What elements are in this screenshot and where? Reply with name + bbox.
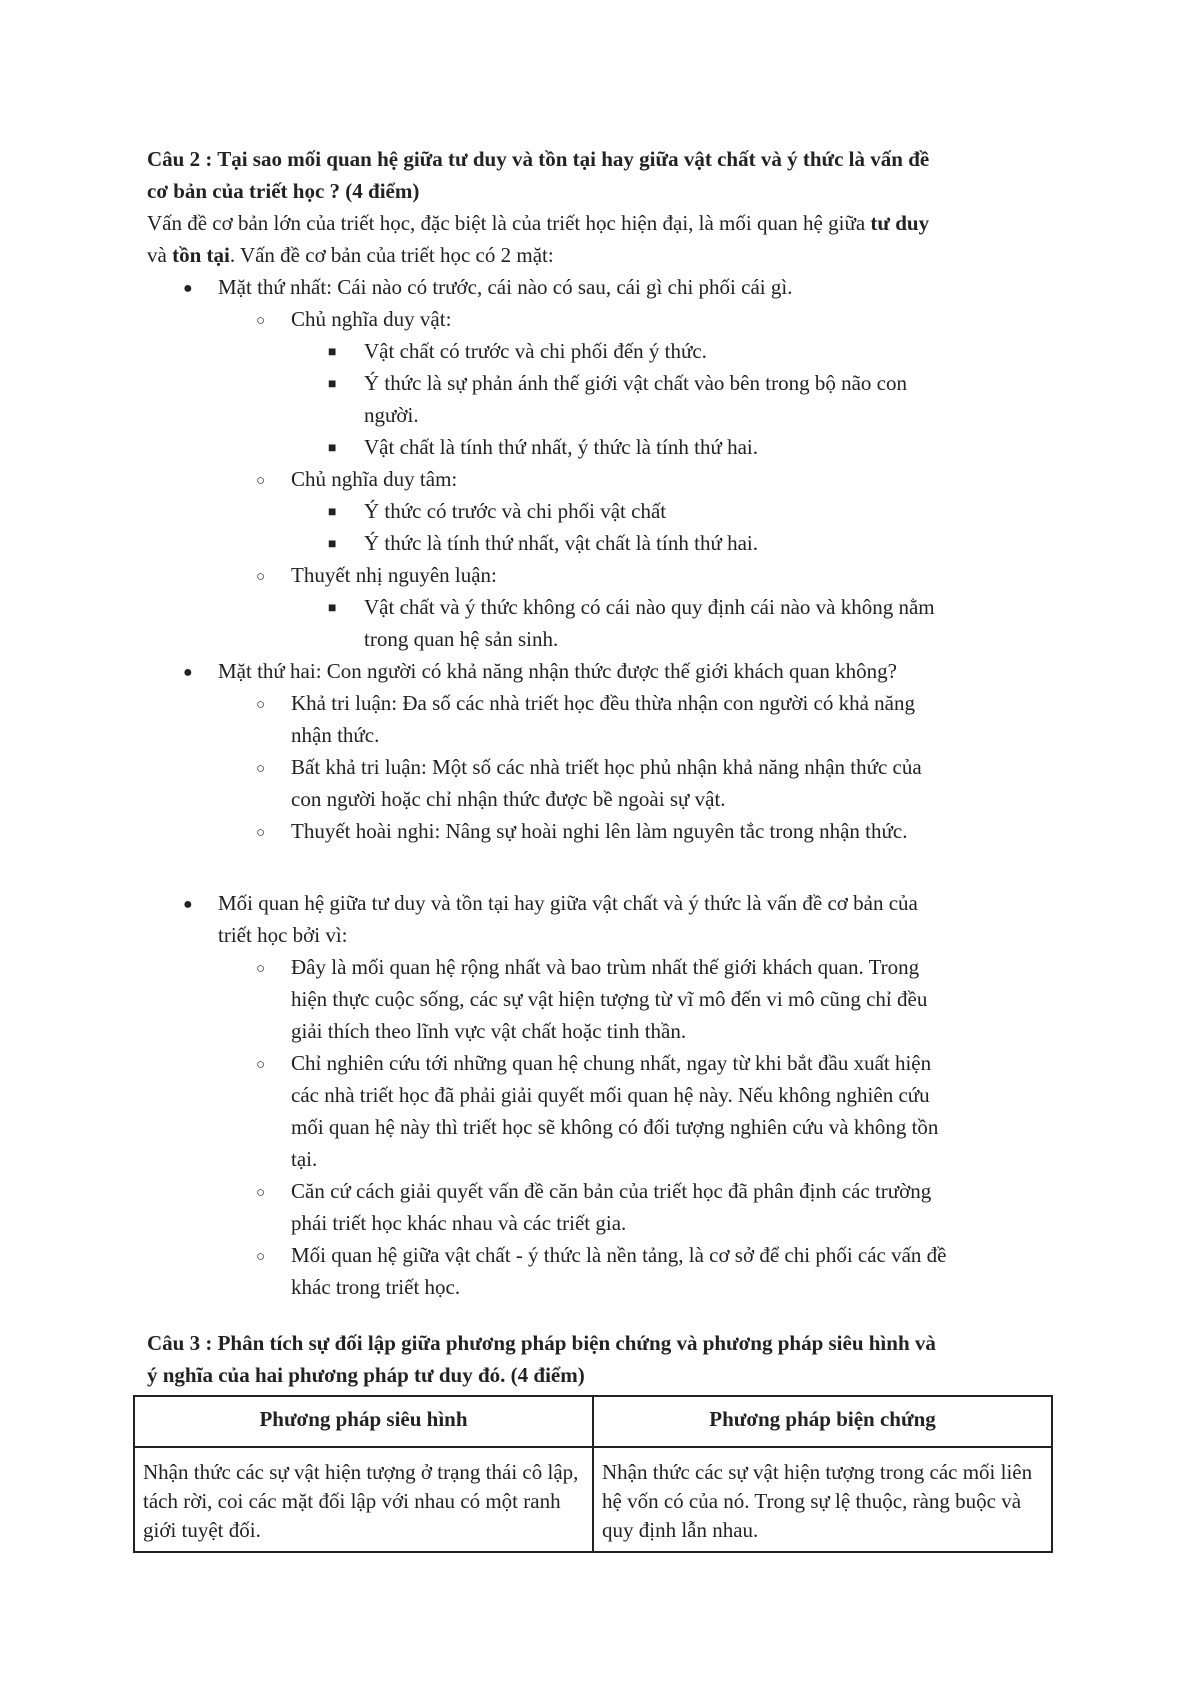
list-item: Mối quan hệ giữa vật chất - ý thức là nền tảng, là cơ sở để chi phối các vấn đề [291, 1243, 947, 1267]
intro-text: . Vấn đề cơ bản của triết học có 2 mặt: [229, 243, 554, 267]
table-cell-sieu-hinh: Nhận thức các sự vật hiện tượng ở trạng thái cô lập, tách rời, coi các mặt đối lập với nhau có một ranh giới tuyệt đối. [134, 1447, 593, 1552]
list-item: Đây là mối quan hệ rộng nhất và bao trùm nhất thế giới khách quan. Trong [291, 955, 920, 979]
q2-title-line1: Câu 2 : Tại sao mối quan hệ giữa tư duy và tồn tại hay giữa vật chất và ý thức là vấn đề [147, 147, 930, 171]
bullet-square-icon: ■ [328, 505, 337, 520]
bullet-circle-icon: ○ [256, 961, 266, 977]
list-item: Bất khả tri luận: Một số các nhà triết học phủ nhận khả năng nhận thức của [291, 755, 922, 779]
bullet-square-icon: ■ [328, 601, 337, 616]
list-item: Căn cứ cách giải quyết vấn đề căn bản của triết học đã phân định các trường [291, 1179, 932, 1203]
list-item-moi-quan-he: Mối quan hệ giữa tư duy và tồn tại hay giữa vật chất và ý thức là vấn đề cơ bản của [218, 891, 918, 915]
intro-bold-tu-duy: tư duy [870, 211, 930, 235]
list-item-cont: con người hoặc chỉ nhận thức được bề ngoài sự vật. [291, 787, 726, 811]
table-header-row [134, 1396, 1052, 1447]
bullet-disc-icon: ● [183, 664, 193, 681]
list-item-cont: người. [364, 403, 419, 427]
bullet-square-icon: ■ [328, 377, 337, 392]
bullet-circle-icon: ○ [256, 697, 266, 713]
table-cell-bien-chung: Nhận thức các sự vật hiện tượng trong các mối liên hệ vốn có của nó. Trong sự lệ thuộc, ràng buộc và quy định lẫn nhau. [593, 1447, 1052, 1552]
bullet-circle-icon: ○ [256, 825, 266, 841]
bullet-circle-icon: ○ [256, 313, 266, 329]
list-item-cont: mối quan hệ này thì triết học sẽ không có đối tượng nghiên cứu và không tồn [291, 1115, 939, 1139]
list-item-nhi-nguyen: Thuyết nhị nguyên luận: [291, 563, 497, 587]
q3-title-line1: Câu 3 : Phân tích sự đối lập giữa phương pháp biện chứng và phương pháp siêu hình và [147, 1331, 936, 1355]
list-item-duy-tam: Chủ nghĩa duy tâm: [291, 467, 458, 491]
list-item-cont: trong quan hệ sản sinh. [364, 627, 559, 651]
q3-title-line2: ý nghĩa của hai phương pháp tư duy đó. (4 điểm) [147, 1363, 585, 1387]
list-item: Vật chất là tính thứ nhất, ý thức là tính thứ hai. [364, 435, 758, 459]
list-item-cont: triết học bởi vì: [218, 923, 348, 947]
list-item-cont: hiện thực cuộc sống, các sự vật hiện tượng từ vĩ mô đến vi mô cũng chỉ đều [291, 987, 928, 1011]
bullet-circle-icon: ○ [256, 761, 266, 777]
bullet-circle-icon: ○ [256, 1249, 266, 1265]
table-header-bien-chung: Phương pháp biện chứng [593, 1396, 1052, 1447]
list-item: Chỉ nghiên cứu tới những quan hệ chung nhất, ngay từ khi bắt đầu xuất hiện [291, 1051, 932, 1075]
list-item: Ý thức là sự phản ánh thế giới vật chất vào bên trong bộ não con [364, 371, 907, 395]
list-item: Vật chất và ý thức không có cái nào quy định cái nào và không nằm [364, 595, 935, 619]
list-item: Thuyết hoài nghi: Nâng sự hoài nghi lên làm nguyên tắc trong nhận thức. [291, 819, 908, 843]
bullet-square-icon: ■ [328, 345, 337, 360]
bullet-square-icon: ■ [328, 441, 337, 456]
list-item-cont: nhận thức. [291, 723, 380, 747]
list-item-cont: khác trong triết học. [291, 1275, 461, 1299]
bullet-circle-icon: ○ [256, 1185, 266, 1201]
q2-intro-line2 [147, 239, 554, 271]
intro-text: và [147, 243, 173, 267]
list-item: Ý thức là tính thứ nhất, vật chất là tính thứ hai. [364, 531, 758, 555]
bullet-circle-icon: ○ [256, 473, 266, 489]
q2-title-line2: cơ bản của triết học ? (4 điểm) [147, 179, 420, 203]
list-item-cont: tại. [291, 1147, 318, 1171]
table-row [134, 1447, 1052, 1552]
q2-intro-line1 [147, 207, 929, 239]
list-item-duy-vat: Chủ nghĩa duy vật: [291, 307, 452, 331]
comparison-table [133, 1395, 1053, 1553]
list-item: Khả tri luận: Đa số các nhà triết học đều thừa nhận con người có khả năng [291, 691, 916, 715]
bullet-square-icon: ■ [328, 537, 337, 552]
bullet-disc-icon: ● [183, 896, 193, 913]
list-item-mat-thu-nhat: Mặt thứ nhất: Cái nào có trước, cái nào có sau, cái gì chi phối cái gì. [218, 275, 793, 299]
list-item: Vật chất có trước và chi phối đến ý thức. [364, 339, 707, 363]
list-item-cont: phái triết học khác nhau và các triết gia. [291, 1211, 627, 1235]
bullet-circle-icon: ○ [256, 569, 266, 585]
list-item-mat-thu-hai: Mặt thứ hai: Con người có khả năng nhận thức được thế giới khách quan không? [218, 659, 897, 683]
table-header-sieu-hinh: Phương pháp siêu hình [134, 1396, 593, 1447]
intro-bold-ton-tai: tồn tại [172, 243, 230, 267]
intro-text: Vấn đề cơ bản lớn của triết học, đặc biệt là của triết học hiện đại, là mối quan hệ giữa [147, 211, 871, 235]
list-item: Ý thức có trước và chi phối vật chất [364, 499, 667, 523]
bullet-disc-icon: ● [183, 280, 193, 297]
list-item-cont: giải thích theo lĩnh vực vật chất hoặc tinh thần. [291, 1019, 687, 1043]
list-item-cont: các nhà triết học đã phải giải quyết mối quan hệ này. Nếu không nghiên cứu [291, 1083, 930, 1107]
bullet-circle-icon: ○ [256, 1057, 266, 1073]
